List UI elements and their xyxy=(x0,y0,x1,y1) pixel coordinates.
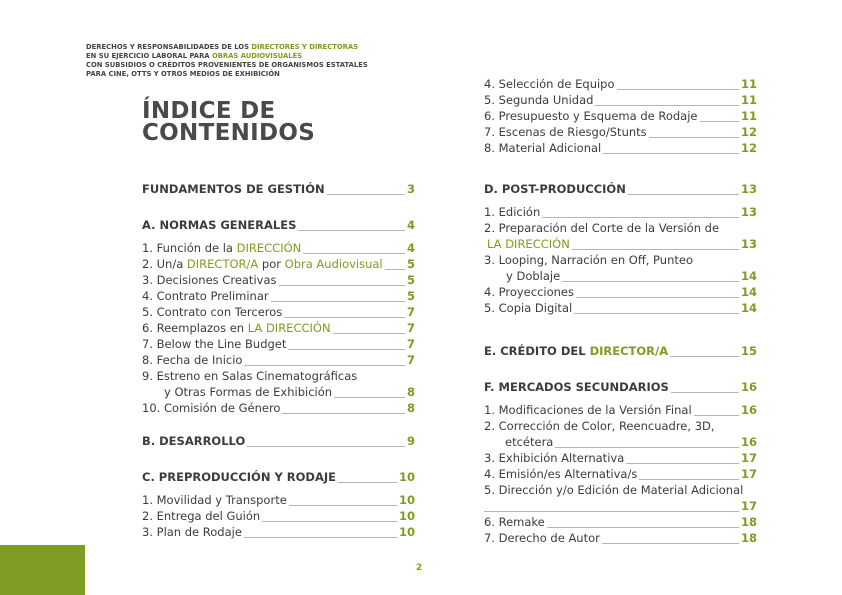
toc-entry-a10[interactable]: 10. Comisión de Género 8 xyxy=(142,401,415,415)
toc-entry-f2-line2[interactable]: etcétera 16 xyxy=(505,435,757,449)
toc-entry-c3[interactable]: 3. Plan de Rodaje 10 xyxy=(142,525,415,539)
toc-entry-c2[interactable]: 2. Entrega del Guión 10 xyxy=(142,509,415,523)
toc-entry-section-e[interactable]: E. CRÉDITO DEL DIRECTOR/A 15 xyxy=(484,344,757,358)
toc-entry-f7[interactable]: 7. Derecho de Autor 18 xyxy=(484,531,757,545)
toc-entry-a6[interactable]: 6. Reemplazos en LA DIRECCIÓN 7 xyxy=(142,321,415,335)
toc-entry-d2-line2[interactable]: LA DIRECCIÓN 13 xyxy=(487,237,757,251)
toc-entry-f2-line1[interactable]: 2. Corrección de Color, Reencuadre, 3D, xyxy=(484,419,715,433)
toc-entry-a8[interactable]: 8. Fecha de Inicio 7 xyxy=(142,353,415,367)
toc-entry-c7[interactable]: 7. Escenas de Riesgo/Stunts 12 xyxy=(484,125,757,139)
toc-entry-a1[interactable]: 1. Función de la DIRECCIÓN 4 xyxy=(142,241,415,255)
toc-entry-f5-line2[interactable]: 17 xyxy=(484,498,757,513)
toc-entry-section-d[interactable]: D. POST-PRODUCCIÓN 13 xyxy=(484,182,757,196)
header-line-2: EN SU EJERCICIO LABORAL PARA OBRAS AUDIOVISUALES xyxy=(86,52,303,60)
toc-entry-d3-line1[interactable]: 3. Looping, Narración en Off, Punteo xyxy=(484,253,693,267)
toc-entry-f5-line1[interactable]: 5. Dirección y/o Edición de Material Adicional xyxy=(484,483,744,497)
toc-entry-d5[interactable]: 5. Copia Digital 14 xyxy=(484,301,757,315)
header-line-1: DERECHOS Y RESPONSABILIDADES DE LOS DIRECTORES Y DIRECTORAS xyxy=(86,43,359,51)
header-line-4: PARA CINE, OTTS Y OTROS MEDIOS DE EXHIBICIÓN xyxy=(86,70,280,78)
toc-entry-a4[interactable]: 4. Contrato Preliminar 5 xyxy=(142,289,415,303)
toc-entry-a3[interactable]: 3. Decisiones Creativas 5 xyxy=(142,273,415,287)
toc-entry-a2[interactable]: 2. Un/a DIRECTOR/A por Obra Audiovisual 5 xyxy=(142,257,415,271)
toc-entry-d3-line2[interactable]: y Doblaje 14 xyxy=(506,269,757,283)
toc-entry-d4[interactable]: 4. Proyecciones 14 xyxy=(484,285,757,299)
toc-entry-fundamentos[interactable]: FUNDAMENTOS DE GESTIÓN 3 xyxy=(142,182,415,196)
toc-entry-c5[interactable]: 5. Segunda Unidad 11 xyxy=(484,93,757,107)
header-line-3: CON SUBSIDIOS O CRÉDITOS PROVENIENTES DE ORGANISMOS ESTATALES xyxy=(86,61,368,69)
toc-entry-section-b[interactable]: B. DESARROLLO 9 xyxy=(142,434,415,448)
toc-entry-f3[interactable]: 3. Exhibición Alternativa 17 xyxy=(484,451,757,465)
toc-entry-section-a[interactable]: A. NORMAS GENERALES 4 xyxy=(142,218,415,232)
toc-entry-section-f[interactable]: F. MERCADOS SECUNDARIOS 16 xyxy=(484,380,757,394)
document-header xyxy=(86,43,368,79)
toc-entry-section-c[interactable]: C. PREPRODUCCIÓN Y RODAJE 10 xyxy=(142,470,415,484)
decorative-corner-block xyxy=(0,545,85,595)
toc-entry-c1[interactable]: 1. Movilidad y Transporte 10 xyxy=(142,493,415,507)
toc-entry-c6[interactable]: 6. Presupuesto y Esquema de Rodaje 11 xyxy=(484,109,757,123)
toc-entry-d2-line1[interactable]: 2. Preparación del Corte de la Versión de xyxy=(484,221,720,235)
toc-entry-f1[interactable]: 1. Modificaciones de la Versión Final 16 xyxy=(484,403,757,417)
toc-entry-f6[interactable]: 6. Remake 18 xyxy=(484,515,757,529)
toc-entry-a9-line2[interactable]: y Otras Formas de Exhibición 8 xyxy=(164,385,415,399)
toc-entry-f4[interactable]: 4. Emisión/es Alternativa/s 17 xyxy=(484,467,757,481)
toc-entry-c8[interactable]: 8. Material Adicional 12 xyxy=(484,141,757,155)
toc-entry-c4[interactable]: 4. Selección de Equipo 11 xyxy=(484,77,757,91)
toc-entry-d1[interactable]: 1. Edición 13 xyxy=(484,205,757,219)
toc-entry-a7[interactable]: 7. Below the Line Budget 7 xyxy=(142,337,415,351)
page-title: ÍNDICE DE CONTENIDOS xyxy=(142,98,316,146)
toc-entry-a9-line1[interactable]: 9. Estreno en Salas Cinematográficas xyxy=(142,369,358,383)
page-number: 2 xyxy=(416,563,423,573)
toc-entry-a5[interactable]: 5. Contrato con Terceros 7 xyxy=(142,305,415,319)
